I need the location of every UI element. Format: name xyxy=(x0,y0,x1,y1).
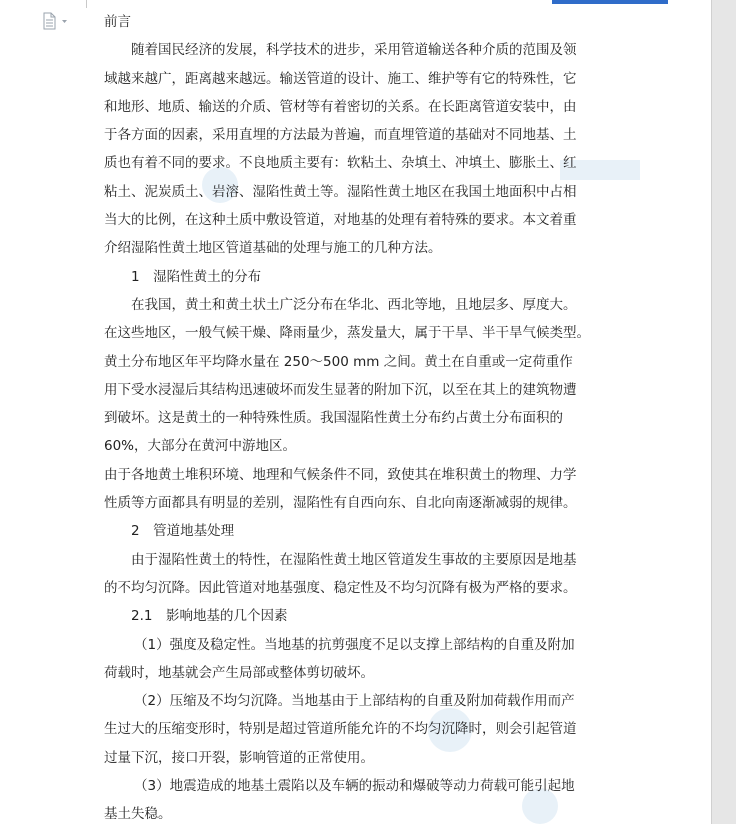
section-heading: 1 湿陷性黄土的分布 xyxy=(131,268,262,285)
paragraph-line: 域越来越广，距离越来越远。输送管道的设计、施工、维护等有它的特殊性，它 xyxy=(104,70,577,87)
paragraph-line: 性质等方面都具有明显的差别，湿陷性有自西向东、自北向南逐渐减弱的规律。 xyxy=(104,495,577,512)
paragraph-line: 60%，大部分在黄河中游地区。 xyxy=(104,438,297,455)
margin-marker xyxy=(86,0,87,8)
header-banner xyxy=(552,0,668,4)
document-menu-button[interactable] xyxy=(42,12,72,30)
paragraph-line: 在这些地区，一般气候干燥、降雨量少，蒸发量大，属于干旱、半干旱气候类型。 xyxy=(104,325,590,342)
section-heading: 2 管道地基处理 xyxy=(131,523,235,540)
paragraph-line: 于各方面的因素，采用直埋的方法最为普遍，而直埋管道的基础对不同地基、土 xyxy=(104,127,577,144)
paragraph-line: 在我国，黄土和黄土状土广泛分布在华北、西北等地，且地层多、厚度大。 xyxy=(131,296,577,313)
paragraph-line: （2）压缩及不均匀沉降。当地基由于上部结构的自重及附加荷载作用而产 xyxy=(134,693,575,710)
paragraph-line: 生过大的压缩变形时，特别是超过管道所能允许的不均匀沉降时，则会引起管道 xyxy=(104,721,577,738)
paragraph-line: 和地形、地质、输送的介质、管材等有着密切的关系。在长距离管道安装中，由 xyxy=(104,98,577,115)
paragraph-line: 随着国民经济的发展，科学技术的进步，采用管道输送各种介质的范围及领 xyxy=(131,42,577,59)
paragraph-line: 介绍湿陷性黄土地区管道基础的处理与施工的几种方法。 xyxy=(104,240,442,257)
paragraph-line: 由于湿陷性黄土的特性，在湿陷性黄土地区管道发生事故的主要原因是地基 xyxy=(131,551,577,568)
paragraph-line: 粘土、泥炭质土、岩溶、湿陷性黄土等。湿陷性黄土地区在我国土地面积中占相 xyxy=(104,183,577,200)
subsection-heading: 2.1 影响地基的几个因素 xyxy=(131,608,288,625)
paragraph-line: 基土失稳。 xyxy=(104,806,172,823)
section-heading: 前言 xyxy=(104,14,131,30)
paragraph-line: 的不均匀沉降。因此管道对地基强度、稳定性及不均匀沉降有极为严格的要求。 xyxy=(104,579,577,596)
paragraph-line: 黄土分布地区年平均降水量在 250～500 mm 之间。黄土在自重或一定荷重作 xyxy=(104,353,573,370)
paragraph-line: 到破坏。这是黄土的一种特殊性质。我国湿陷性黄土分布约占黄土分布面积的 xyxy=(104,410,563,427)
paragraph-line: 质也有着不同的要求。不良地质主要有：软粘土、杂填土、冲填土、膨胀土、红 xyxy=(104,155,577,172)
chevron-down-icon xyxy=(62,20,67,23)
paragraph-line: （3）地震造成的地基土震陷以及车辆的振动和爆破等动力荷载可能引起地 xyxy=(134,778,575,795)
document-icon xyxy=(42,12,72,30)
paragraph-line: 由于各地黄土堆积环境、地理和气候条件不同，致使其在堆积黄土的物理、力学 xyxy=(104,466,577,483)
paragraph-line: 荷载时，地基就会产生局部或整体剪切破坏。 xyxy=(104,664,374,681)
paragraph-line: 当大的比例，在这种土质中敷设管道，对地基的处理有着特殊的要求。本文着重 xyxy=(104,212,577,229)
paragraph-line: 用下受水浸湿后其结构迅速破坏而发生显著的附加下沉，以至在其上的建筑物遭 xyxy=(104,381,577,398)
paragraph-line: （1）强度及稳定性。当地基的抗剪强度不足以支撑上部结构的自重及附加 xyxy=(134,636,575,653)
vertical-scrollbar[interactable] xyxy=(711,0,736,824)
paragraph-line: 过量下沉，接口开裂，影响管道的正常使用。 xyxy=(104,749,374,766)
document-body xyxy=(104,8,604,829)
